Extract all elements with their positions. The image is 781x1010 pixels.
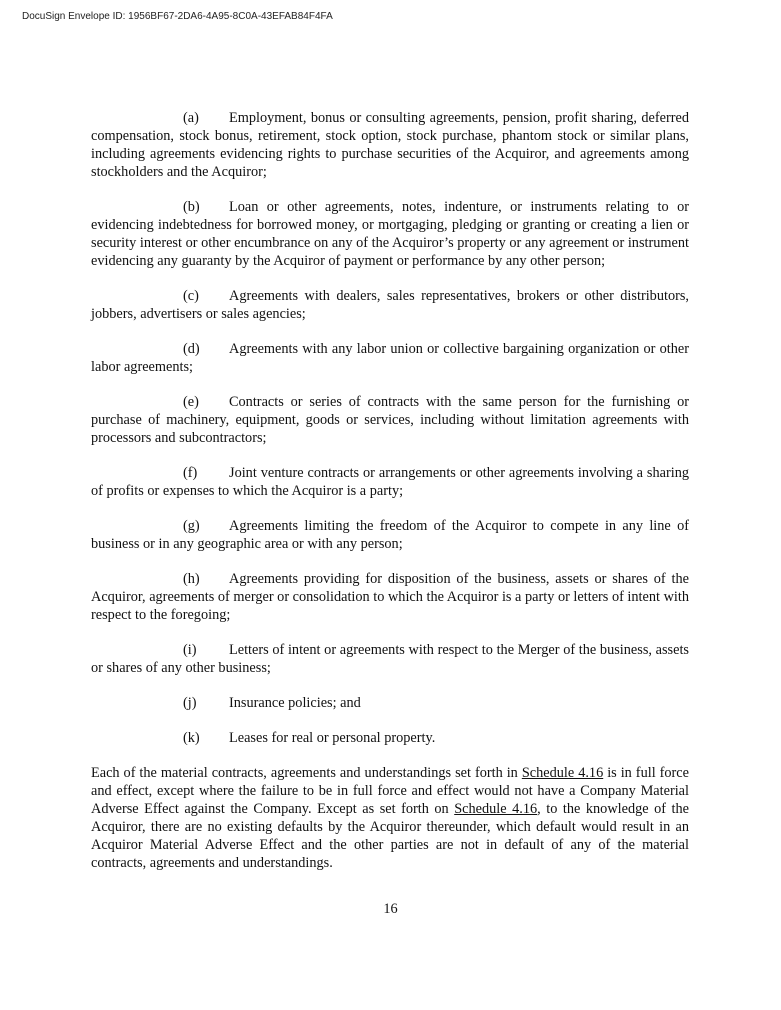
clause-text: Letters of intent or agreements with respect to the Merger of the business, assets or shares of any other business; [91,642,689,676]
clause-label: (d) [183,341,200,357]
clause-label: (h) [183,571,200,587]
closing-text-1: Each of the material contracts, agreements and understandings set forth in [91,765,522,781]
clause-text: Insurance policies; and [229,695,361,711]
clause-label: (g) [183,518,200,534]
document-body [91,109,689,872]
clause-label: (a) [183,110,199,126]
clause-text: Employment, bonus or consulting agreements, pension, profit sharing, deferred compensation, stock bonus, retirement, stock option, stock purchase, phantom stock or similar plans, including agreements evidencing rights to purchase securities of the Acquiror, and agreements among stockholders and the Acquiror; [91,110,689,180]
clause-label: (k) [183,730,200,746]
clause-g [91,517,689,553]
clause-b [91,198,689,270]
clause-text: Agreements limiting the freedom of the Acquiror to compete in any line of business or in any geographic area or with any person; [91,518,689,552]
schedule-reference: Schedule 4.16 [521,765,604,781]
clause-j [91,694,689,712]
clause-label: (b) [183,199,200,215]
clause-text: Contracts or series of contracts with the same person for the furnishing or purchase of machinery, equipment, goods or services, including without limitation agreements with processors and subcontractors; [91,394,689,446]
clause-text: Leases for real or personal property. [229,730,436,746]
clause-label: (i) [183,642,197,658]
clause-label: (c) [183,288,199,304]
schedule-reference: Schedule 4.16 [454,801,538,817]
clause-text: Loan or other agreements, notes, indenture, or instruments relating to or evidencing indebtedness for borrowed money, or mortgaging, pledging or granting or creating a lien or security interest or other encumbrance on any of the Acquiror’s property or any agreement or instrument evidencing any guaranty by the Acquiror of payment or performance by any other person; [91,199,689,269]
clause-label: (f) [183,465,198,481]
clause-label: (e) [183,394,199,410]
clause-text: Joint venture contracts or arrangements or other agreements involving a sharing of profits or expenses to which the Acquiror is a party; [91,465,689,499]
clause-i [91,641,689,677]
clause-a [91,109,689,181]
docusign-envelope-id: DocuSign Envelope ID: 1956BF67-2DA6-4A95-8C0A-43EFAB84F4FA [22,11,333,22]
closing-paragraph [91,764,689,872]
clause-c [91,287,689,323]
page-number: 16 [383,901,398,917]
closing-text-2: is in full force and effect, except where the failure to be in full force and effect would not have a Company Material Adverse Effect against the Company. Except as set forth on [91,765,690,817]
clause-h [91,570,689,624]
clause-f [91,464,689,500]
clause-k [91,729,689,747]
clause-text: Agreements with dealers, sales representatives, brokers or other distributors, jobbers, advertisers or sales agencies; [91,288,689,322]
clause-text: Agreements providing for disposition of the business, assets or shares of the Acquiror, agreements of merger or consolidation to which the Acquiror is a party or letters of intent with respect to the foregoing; [91,571,689,623]
clause-label: (j) [183,695,197,711]
clause-e [91,393,689,447]
clause-d [91,340,689,376]
closing-text-3: , to the knowledge of the Acquiror, there are no existing defaults by the Acquiror thereunder, which default would result in an Acquiror Material Adverse Effect and the other parties are not in default of any of the material contracts, agreements and understandings. [91,801,690,871]
clause-text: Agreements with any labor union or collective bargaining organization or other labor agreements; [91,341,689,375]
